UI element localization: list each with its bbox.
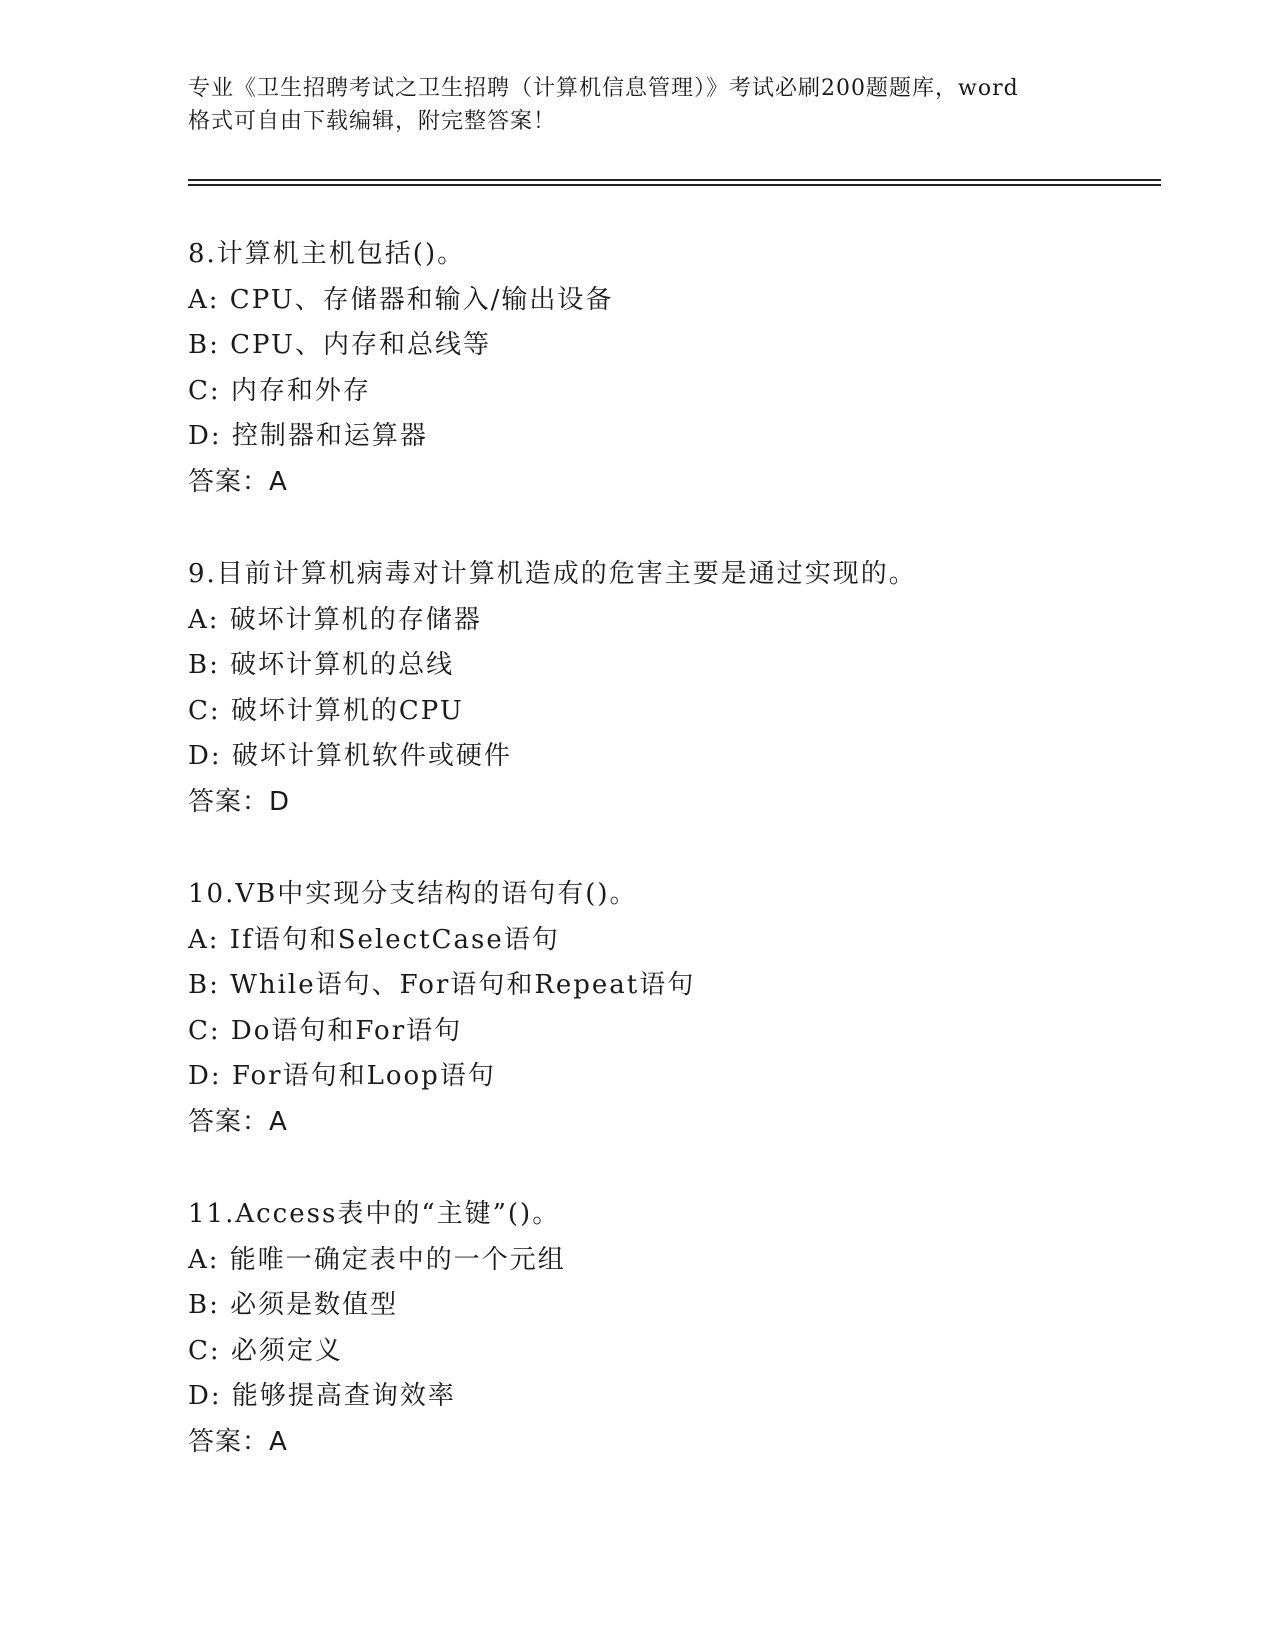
option-c: C: Do语句和For语句 <box>188 1015 463 1046</box>
answer: 答案：A <box>188 466 288 497</box>
question-9 <box>188 552 1148 826</box>
document-header <box>188 72 1088 138</box>
option-c: C: 必须定义 <box>188 1335 343 1366</box>
option-b: B: 破坏计算机的总线 <box>188 650 455 681</box>
question-stem: 9.目前计算机病毒对计算机造成的危害主要是通过实现的。 <box>188 559 917 589</box>
answer: 答案：D <box>188 786 291 817</box>
option-d: D: For语句和Loop语句 <box>188 1061 496 1092</box>
question-stem: 8.计算机主机包括()。 <box>188 239 466 269</box>
question-stem: 10.VB中实现分支结构的语句有()。 <box>188 879 638 909</box>
question-10 <box>188 872 1148 1146</box>
option-b: B: 必须是数值型 <box>188 1290 399 1321</box>
answer: 答案：A <box>188 1426 288 1457</box>
option-c: C: 内存和外存 <box>188 375 371 406</box>
question-8 <box>188 232 1148 506</box>
answer: 答案：A <box>188 1106 288 1137</box>
header-line-2: 格式可自由下载编辑，附完整答案！ <box>188 109 557 134</box>
header-divider-top <box>188 179 1161 181</box>
question-11 <box>188 1192 1148 1466</box>
option-a: A: If语句和SelectCase语句 <box>188 924 560 955</box>
option-a: A: 能唯一确定表中的一个元组 <box>188 1244 566 1275</box>
option-d: D: 控制器和运算器 <box>188 421 428 452</box>
header-divider-bottom <box>188 184 1161 186</box>
option-a: A: 破坏计算机的存储器 <box>188 604 482 635</box>
option-a: A: CPU、存储器和输入/输出设备 <box>188 284 614 315</box>
option-b: B: CPU、内存和总线等 <box>188 330 491 361</box>
question-stem: 11.Access表中的“主键”()。 <box>188 1199 561 1229</box>
option-c: C: 破坏计算机的CPU <box>188 695 464 726</box>
header-line-1: 专业《卫生招聘考试之卫生招聘（计算机信息管理）》考试必刷200题题库，word <box>188 76 1019 101</box>
option-d: D: 能够提高查询效率 <box>188 1381 456 1412</box>
option-b: B: While语句、For语句和Repeat语句 <box>188 970 696 1001</box>
option-d: D: 破坏计算机软件或硬件 <box>188 741 512 772</box>
